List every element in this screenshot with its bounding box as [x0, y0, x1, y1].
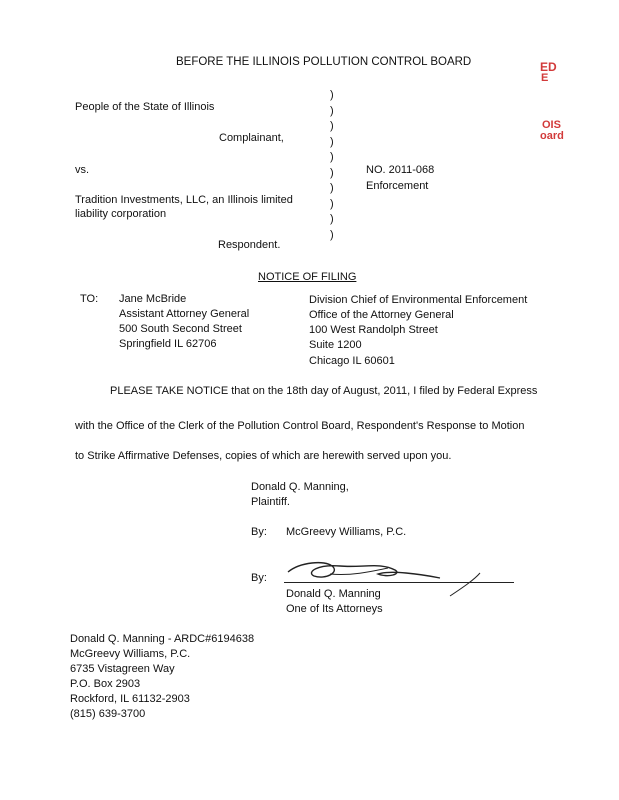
defendant-name-line-2: liability corporation	[75, 208, 167, 220]
received-stamp-line-3: OIS	[542, 119, 561, 131]
paren: )	[330, 228, 334, 241]
notice-body-line-1: PLEASE TAKE NOTICE that on the 18th day of August, 2011, I filed by Federal Express	[110, 385, 538, 397]
versus-label: vs.	[75, 164, 90, 176]
paren: )	[330, 135, 334, 148]
signer-name: Donald Q. Manning	[286, 588, 381, 600]
by-label-signature: By:	[251, 572, 267, 584]
paren: )	[330, 166, 334, 179]
signature-stroke	[450, 573, 480, 596]
paren: )	[330, 89, 334, 101]
signer-role: One of Its Attorneys	[286, 603, 383, 615]
party-name: Donald Q. Manning,	[251, 481, 349, 493]
paren: )	[330, 120, 334, 132]
respondent-label: Respondent.	[218, 239, 281, 251]
footer-address-line: Donald Q. Manning - ARDC#6194638	[70, 633, 255, 645]
recipient-right-line: Suite 1200	[309, 339, 362, 351]
case-number: NO. 2011-068	[366, 164, 435, 176]
paren: )	[330, 213, 334, 225]
plaintiff-name: People of the State of Illinois	[75, 101, 215, 113]
recipient-left-line: Springfield IL 62706	[119, 338, 217, 350]
to-label: TO:	[80, 293, 99, 305]
footer-address-line: Rockford, IL 61132-2903	[70, 693, 190, 705]
recipient-right-line: Chicago IL 60601	[309, 355, 395, 367]
footer-address-line: 6735 Vistagreen Way	[70, 663, 175, 675]
by-label-firm: By:	[251, 526, 267, 538]
recipient-left-line: Jane McBride	[119, 293, 187, 305]
recipient-left-line: 500 South Second Street	[119, 323, 242, 335]
notice-title: NOTICE OF FILING	[258, 271, 357, 283]
caption-parentheses	[330, 88, 334, 243]
footer-address-line: McGreevy Williams, P.C.	[70, 648, 191, 660]
complainant-label: Complainant,	[219, 132, 284, 144]
signature-line	[284, 582, 514, 583]
notice-body-line-3: to Strike Affirmative Defenses, copies of which are herewith served upon you.	[75, 450, 452, 462]
footer-address-line: (815) 639-3700	[70, 708, 146, 720]
received-stamp-line-2: E	[541, 72, 549, 84]
paren: )	[330, 104, 334, 117]
recipient-right-line: 100 West Randolph Street	[309, 324, 438, 336]
footer-address-line: P.O. Box 2903	[70, 678, 141, 690]
firm-name: McGreevy Williams, P.C.	[286, 526, 407, 538]
received-stamp-line-1: ED	[540, 60, 557, 74]
page-heading: BEFORE THE ILLINOIS POLLUTION CONTROL BOARD	[176, 56, 472, 68]
paren: )	[330, 151, 334, 163]
received-stamp-line-4: oard	[540, 130, 564, 142]
notice-body-line-2: with the Office of the Clerk of the Pollution Control Board, Respondent's Response to Motion	[75, 420, 525, 432]
case-type: Enforcement	[366, 180, 429, 192]
defendant-name-line-1: Tradition Investments, LLC, an Illinois limited	[75, 194, 293, 206]
party-role: Plaintiff.	[251, 496, 290, 508]
recipient-right-line: Division Chief of Environmental Enforcement	[309, 294, 528, 306]
paren: )	[330, 182, 334, 194]
paren: )	[330, 197, 334, 210]
recipient-right-line: Office of the Attorney General	[309, 309, 454, 321]
recipient-left-line: Assistant Attorney General	[119, 308, 250, 320]
signature-stroke	[288, 563, 440, 578]
